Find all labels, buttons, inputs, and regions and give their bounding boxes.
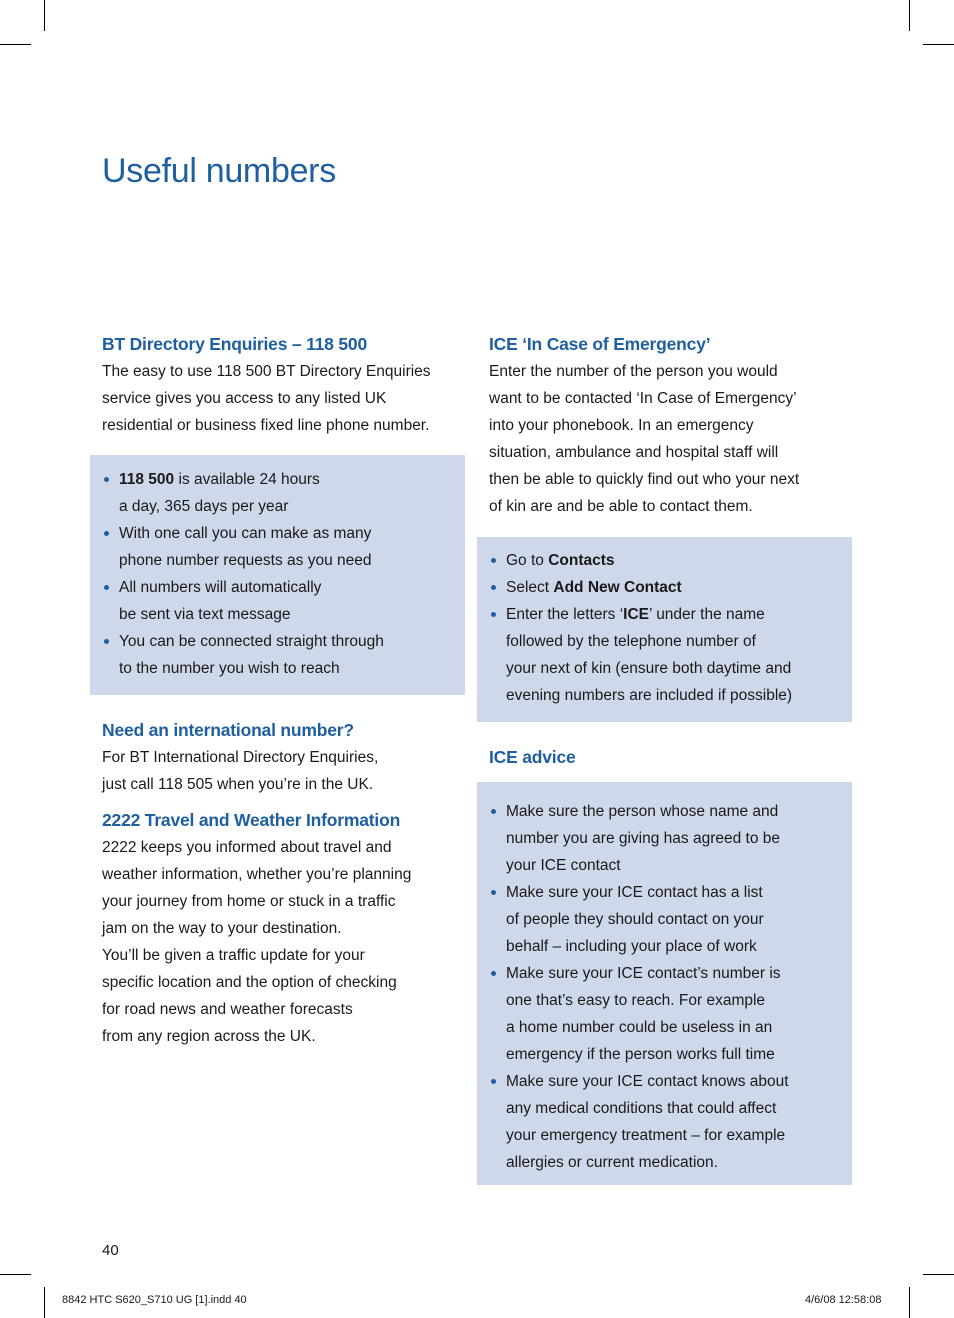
ice-steps-box <box>477 537 852 722</box>
ice-heading: ICE ‘In Case of Emergency’ <box>489 334 711 354</box>
bt-line: service gives you access to any listed UK <box>102 390 387 407</box>
crop-mark <box>0 44 31 45</box>
travel-heading: 2222 Travel and Weather Information <box>102 810 401 830</box>
print-slug-date: 4/6/08 12:58:08 <box>805 1294 882 1306</box>
international-text: For BT International Directory Enquiries, just call 118 505 when you’re in the UK. <box>102 749 379 793</box>
ice-advice-list <box>489 798 839 1176</box>
list-item: Make sure the person whose name and number you are giving has agreed to be your ICE contact <box>489 798 839 879</box>
crop-mark <box>923 44 954 45</box>
bt-features-list <box>102 466 452 682</box>
travel-text: 2222 keeps you informed about travel and weather information, whether you’re planning your journey from home or stuck in a traffic jam on the way to your destination. You’ll be given a traffic update for your specific location and the option of checking for road news and weather forecasts from any region across the UK. <box>102 839 412 1045</box>
list-item: Make sure your ICE contact has a list of people they should contact on your behalf – including your place of work <box>489 879 839 960</box>
print-slug-file: 8842 HTC S620_S710 UG [1].indd 40 <box>62 1294 247 1306</box>
bt-directory-heading: BT Directory Enquiries – 118 500 <box>102 334 367 354</box>
ice-text: Enter the number of the person you would want to be contacted ‘In Case of Emergency’ into your phonebook. In an emergency situation, ambulance and hospital staff will then be able to quickly find out who your next of kin are and be able to contact them. <box>489 363 800 515</box>
list-item: Enter the letters ‘ICE’ under the name followed by the telephone number of your next of kin (ensure both daytime and evening numbers are included if possible) <box>489 601 839 709</box>
crop-mark <box>909 1287 910 1318</box>
ice-advice-section <box>489 744 864 771</box>
page-title: Useful numbers <box>102 152 336 190</box>
list-item: You can be connected straight through to the number you wish to reach <box>102 628 452 682</box>
bt-directory-text <box>102 358 477 439</box>
crop-mark <box>0 1274 31 1275</box>
international-heading: Need an international number? <box>102 720 354 740</box>
list-item: With one call you can make as many phone number requests as you need <box>102 520 452 574</box>
bt-line: The easy to use 118 500 BT Directory Enquiries <box>102 363 431 380</box>
crop-mark <box>44 1287 45 1318</box>
ice-advice-heading: ICE advice <box>489 747 576 767</box>
bt-line: residential or business fixed line phone number. <box>102 417 430 434</box>
list-item: Make sure your ICE contact’s number is one that’s easy to reach. For example a home number could be useless in an emergency if the person works full time <box>489 960 839 1068</box>
bt-directory-section <box>102 331 477 439</box>
bold-number: 118 500 <box>119 471 175 488</box>
list-item: Select Add New Contact <box>489 574 839 601</box>
ice-steps-list <box>489 547 839 709</box>
list-item: All numbers will automatically be sent via text message <box>102 574 452 628</box>
ice-advice-box <box>477 782 852 1185</box>
bt-features-box <box>90 455 465 695</box>
travel-section <box>102 807 477 1050</box>
crop-mark <box>923 1274 954 1275</box>
list-item: Make sure your ICE contact knows about any medical conditions that could affect your emergency treatment – for example allergies or current medication. <box>489 1068 839 1176</box>
page-number: 40 <box>102 1242 119 1259</box>
list-item: 118 500 is available 24 hours a day, 365 days per year <box>102 466 452 520</box>
ice-section <box>489 331 839 520</box>
crop-mark <box>44 0 45 31</box>
international-section <box>102 717 477 798</box>
crop-mark <box>909 0 910 31</box>
list-item: Go to Contacts <box>489 547 839 574</box>
